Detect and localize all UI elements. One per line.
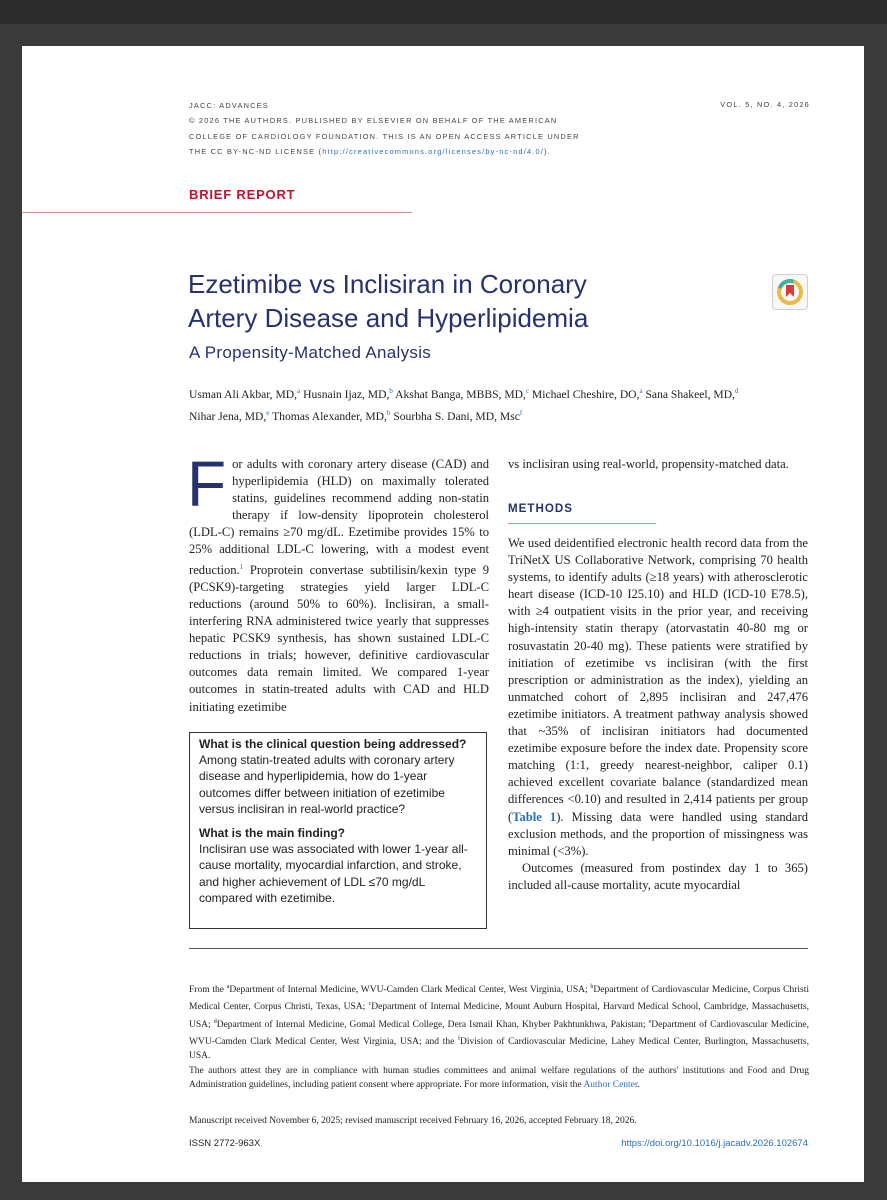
- central-illustration-box: [189, 732, 487, 929]
- license-link[interactable]: http://creativecommons.org/licenses/by-nc-nd/4.0/: [322, 147, 545, 157]
- methods-body: [508, 535, 808, 894]
- issn: ISSN 2772-963X: [189, 1138, 261, 1149]
- article-page: [22, 46, 864, 1182]
- journal-header: [189, 98, 580, 160]
- intro-paragraph: For adults with coronary artery disease (CAD) and hyperlipidemia (HLD) on maximally tolerated statins, guidelines recommend adding non-statin therapy if low-density lipoprotein cholesterol (LDL-C) remains ≥70 mg/dL. Ezetimibe provides 15% to 25% additional LDL-C lowering, with a modest event reduction.$^1$ Proprotein convertase subtilisin/kexin type 9 (PCSK9)-targeting strategies yield larger LDL-C reductions (around 50% to 60%). Inclisiran, a small-interfering RNA administered twice yearly that suppresses hepatic PCSK9 synthesis, has shown sustained LDL-C reductions in trials; however, definitive cardiovascular outcomes data remain limited. We compared 1-year outcomes in statin-treated adults with CAD and HLD initiating ezetimibe: [187, 448, 489, 714]
- copyright-line-3: THE CC BY-NC-ND LICENSE (http://creativecommons.org/licenses/by-nc-nd/4.0/).: [189, 147, 552, 157]
- methods-heading: METHODS: [508, 502, 573, 515]
- doi-link[interactable]: https://doi.org/10.1016/j.jacadv.2026.102674: [621, 1138, 808, 1149]
- author-name: Husnain Ijaz, MD,: [303, 387, 390, 401]
- question-2: What is the main finding?: [199, 826, 345, 841]
- title-line-1: Ezetimibe vs Inclisiran in Coronary: [188, 269, 587, 299]
- author-name: Sourbha S. Dani, MD, Msc: [393, 409, 520, 423]
- affiliations: From the $^a$Department of Internal Medicine, WVU-Camden Clark Medical Center, West Virginia, USA; $^b$Department of Cardiovascular Medicine, Corpus Christi Medical Center, Corpus Christi, Texas, USA; $^c$Department of Internal Medicine, Mount Auburn Hospital, Harvard Medical School, Cambridge, Massachusetts, USA; $^d$Department of Internal Medicine, Gomal Medical College, Dera Ismail Khan, Khyber Pakhtunkhwa, Pakistan; $^e$Department of Cardiovascular Medicine, WVU-Camden Clark Medical Center, West Virginia, USA; and the $^f$Division of Cardiovascular Medicine, Lahey Medical Center, Burlington, Massachusetts, USA.: [189, 984, 809, 1062]
- table-1-link[interactable]: Table 1: [512, 809, 557, 824]
- author-affiliation-mark: a: [297, 387, 301, 395]
- manuscript-dates: Manuscript received November 6, 2025; revised manuscript received February 16, 2026, accepted February 18, 2026.: [189, 1116, 637, 1126]
- viewer-top-bar: [0, 0, 887, 24]
- answer-2: Inclisiran use was associated with lower 1-year all-cause mortality, myocardial infarction, and stroke, and higher achievement of LDL ≤70 mg/dL compared with ezetimibe.: [199, 842, 468, 905]
- copyright-line-1: © 2026 THE AUTHORS. PUBLISHED BY ELSEVIER ON BEHALF OF THE AMERICAN: [189, 116, 558, 126]
- article-subtitle: A Propensity-Matched Analysis: [189, 343, 432, 362]
- question-1: What is the clinical question being addressed?: [199, 737, 467, 751]
- author-name: Michael Cheshire, DO,: [531, 387, 640, 401]
- methods-divider: [508, 523, 656, 524]
- author-name: Akshat Banga, MBBS, MD,: [395, 387, 526, 401]
- author-affiliation-mark: c: [525, 387, 530, 395]
- author-name: Sana Shakeel, MD,: [645, 387, 735, 401]
- drop-cap: F: [187, 448, 227, 520]
- author-name: Thomas Alexander, MD,: [272, 409, 387, 423]
- attestation: The authors attest they are in compliance with human studies committees and animal welfare regulations of the authors' institutions and Food and Drug Administration guidelines, including patient consent where appropriate. For more information, visit the Author Center.: [189, 1065, 809, 1090]
- author-affiliation-mark: a: [639, 387, 643, 395]
- methods-paragraph-1: We used deidentified electronic health record data from the TriNetX US Collaborative Network, comprising 70 health systems, to identify adults (≥18 years) with atherosclerotic heart disease (ICD-10 I25.10) and HLD (ICD-10 E78.5), with ≥4 outpatient visits in the prior year, and receiving high-intensity statin therapy (atorvastatin 40-80 mg or rosuvastatin 20-40 mg). These patients were stratified by initiation of ezetimibe vs inclisiran (with the first prescription or administration as the index), yielding an unmatched cohort of 2,895 inclisiran and 247,476 ezetimibe initiators. A treatment pathway analysis showed that ~35% of inclisiran initiators had documented ezetimibe exposure before the index date. Propensity score matching (1:1, greedy nearest-neighbor, caliper 0.1) achieved excellent covariate balance (standardized mean differences <0.10) and resulted in 2,414 patients per group (Table 1). Missing data were handled using standard exclusion methods, and the proportion of missingness was minimal (<3%).: [508, 536, 808, 858]
- author-affiliation-mark: b: [386, 408, 391, 417]
- crossmark-icon[interactable]: [772, 274, 808, 310]
- journal-name: JACC: ADVANCES: [189, 101, 269, 110]
- footnote-divider: [189, 948, 808, 949]
- title-line-2: Artery Disease and Hyperlipidemia: [188, 303, 589, 333]
- intro-continuation: vs inclisiran using real-world, propensity-matched data.: [508, 457, 789, 471]
- author-list: [189, 382, 819, 426]
- author-name: Usman Ali Akbar, MD,: [189, 387, 298, 401]
- author-center-link[interactable]: Author Center: [583, 1079, 638, 1090]
- answer-1: Among statin-treated adults with coronary artery disease and hyperlipidemia, how do 1-year outcomes differ between initiation of ezetimibe versus inclisiran in real-world practice?: [199, 753, 455, 816]
- author-name: Nihar Jena, MD,: [189, 409, 267, 423]
- author-affiliation-mark: b: [389, 387, 393, 395]
- article-title: [188, 267, 708, 335]
- methods-paragraph-2: Outcomes (measured from postindex day 1 to 365) included all-cause mortality, acute myocardial: [508, 860, 808, 892]
- volume-info: VOL. 5, NO. 4, 2026: [720, 100, 810, 109]
- author-affiliation-mark: d: [735, 387, 739, 395]
- author-affiliation-mark: e: [266, 408, 270, 417]
- section-divider: [22, 212, 412, 213]
- affiliations-footnote: [189, 980, 809, 1092]
- author-affiliation-mark: f: [519, 408, 523, 417]
- reference-1[interactable]: 1: [239, 562, 244, 571]
- section-label: BRIEF REPORT: [189, 187, 296, 202]
- copyright-line-2: COLLEGE OF CARDIOLOGY FOUNDATION. THIS IS AN OPEN ACCESS ARTICLE UNDER: [189, 131, 580, 141]
